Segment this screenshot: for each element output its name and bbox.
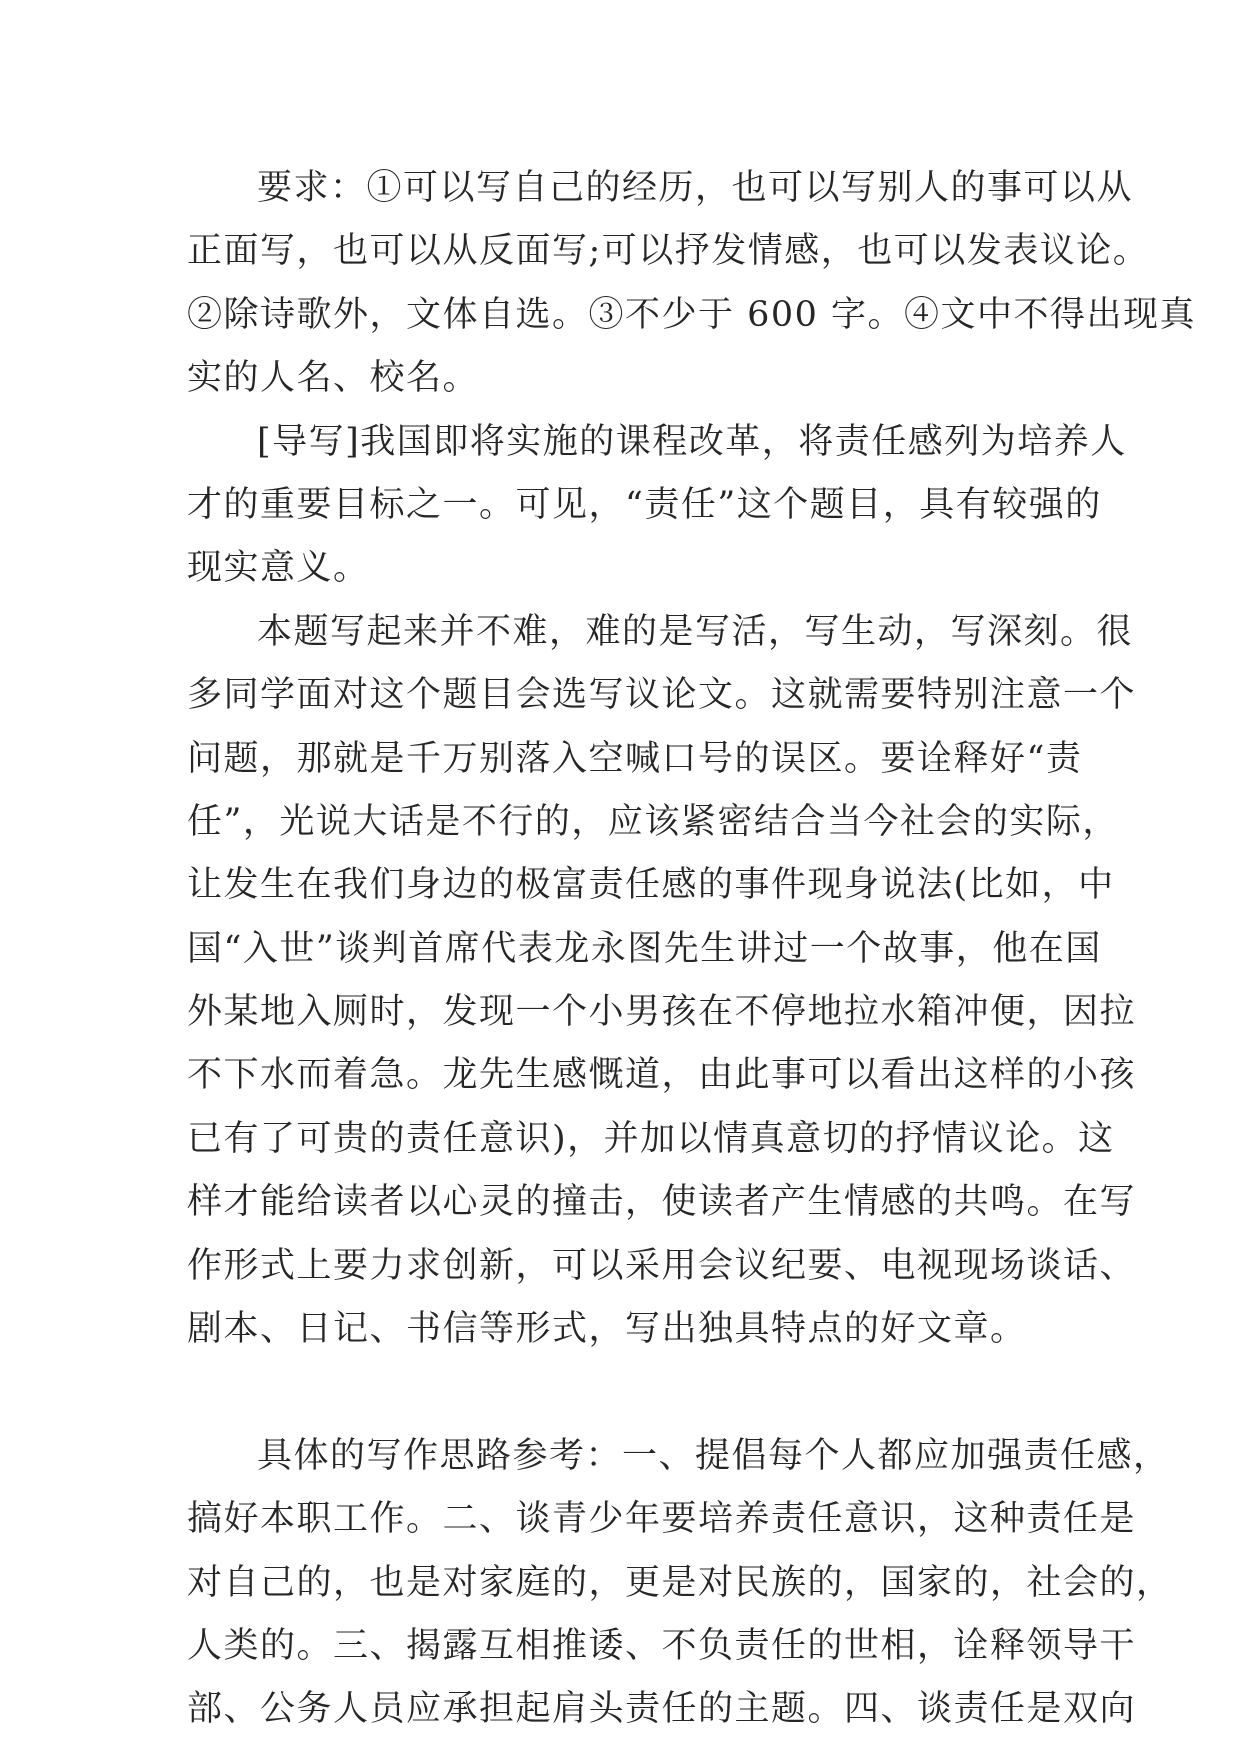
text-line: 已有了可贵的责任意识)，并加以情真意切的抒情议论。这 bbox=[187, 1118, 1115, 1159]
text-line: 多同学面对这个题目会选写议论文。这就需要特别注意一个 bbox=[187, 675, 1137, 716]
text-line: 对自己的，也是对家庭的，更是对民族的，国家的，社会的， bbox=[187, 1562, 1173, 1603]
text-line: 现实意义。 bbox=[187, 548, 370, 589]
text-line bbox=[187, 1361, 1067, 1424]
text-line: 人类的。三、揭露互相推诿、不负责任的世相，诠释领导干 bbox=[187, 1625, 1137, 1666]
text-line: 要求：①可以写自己的经历，也可以写别人的事可以从 bbox=[257, 168, 1134, 208]
document-body bbox=[187, 157, 1197, 1742]
text-line: 任”，光说大话是不行的，应该紧密结合当今社会的实际， bbox=[187, 801, 1119, 842]
text-line: 实的人名、校名。 bbox=[187, 358, 480, 399]
text-line: ②除诗歌外，文体自选。③不少于 600 字。④文中不得出现真 bbox=[187, 294, 1197, 335]
text-line: 样才能给读者以心灵的撞击，使读者产生情感的共鸣。在写 bbox=[187, 1182, 1137, 1223]
paragraph-guide bbox=[187, 411, 1127, 601]
text-line: 外某地入厕时，发现一个小男孩在不停地拉水箱冲便，因拉 bbox=[187, 992, 1137, 1033]
text-line: 才的重要目标之一。可见，“责任”这个题目，具有较强的 bbox=[187, 484, 1102, 525]
paragraph-requirements bbox=[187, 157, 1197, 411]
paragraph-analysis bbox=[187, 601, 1137, 1425]
text-line: 国“入世”谈判首席代表龙永图先生讲过一个故事，他在国 bbox=[187, 928, 1102, 969]
text-line: 让发生在我们身边的极富责任感的事件现身说法(比如，中 bbox=[187, 865, 1115, 906]
text-line: 部、公务人员应承担起肩头责任的主题。四、谈责任是双向 bbox=[187, 1689, 1137, 1730]
text-line: 正面写，也可以从反面写;可以抒发情感，也可以发表议论。 bbox=[187, 231, 1150, 272]
text-line: 不下水而着急。龙先生感慨道，由此事可以看出这样的小孩 bbox=[187, 1055, 1137, 1096]
paragraph-ideas bbox=[187, 1425, 1173, 1742]
text-line: [导写]我国即将实施的课程改革，将责任感列为培养人 bbox=[257, 421, 1127, 462]
text-line: 本题写起来并不难，难的是写活，写生动，写深刻。很 bbox=[257, 611, 1134, 652]
text-line: 搞好本职工作。二、谈青少年要培养责任意识，这种责任是 bbox=[187, 1499, 1137, 1540]
text-line: 作形式上要力求创新，可以采用会议纪要、电视现场谈话、 bbox=[187, 1245, 1137, 1286]
text-line: 具体的写作思路参考：一、提倡每个人都应加强责任感， bbox=[257, 1435, 1170, 1476]
text-line: 问题，那就是千万别落入空喊口号的误区。要诠释好“责 bbox=[187, 738, 1083, 779]
text-line: 剧本、日记、书信等形式，写出独具特点的好文章。 bbox=[187, 1309, 1027, 1350]
